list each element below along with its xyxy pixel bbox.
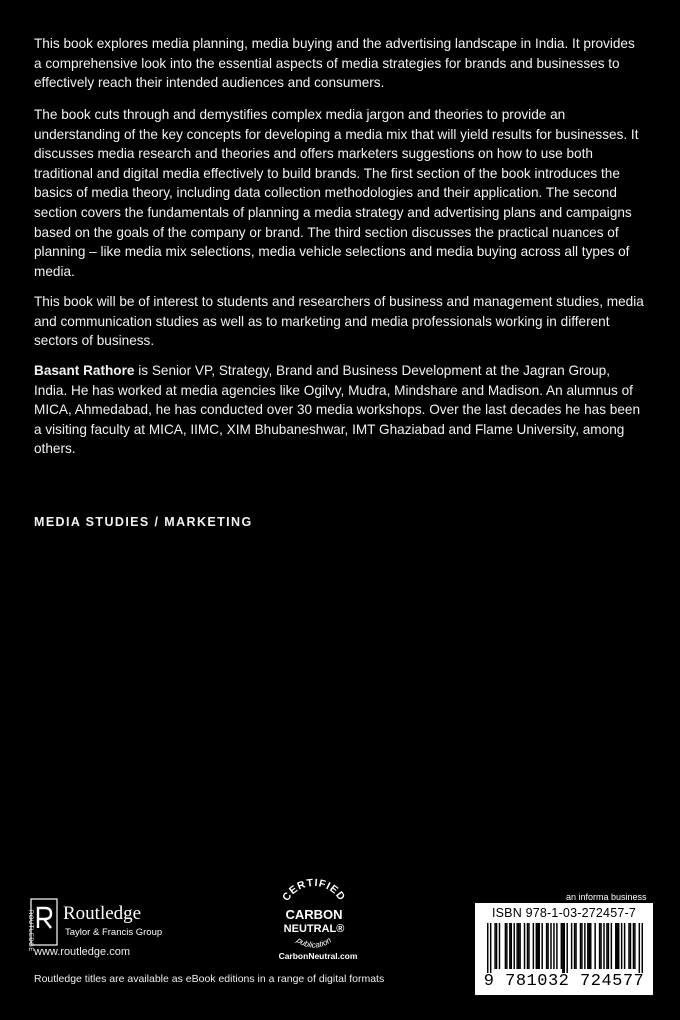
author-bio [34,361,646,459]
publisher-vertical-label: ROUTLEDGE [27,910,33,952]
isbn-number: ISBN 978-1-03-272457-7 [491,906,637,920]
description-paragraph-2: The book cuts through and demystifies complex media jargon and theories to provide an understanding of the key concepts for developing a media mix that will yield results for businesses. It discusses media research and theories and offers marketers suggestions on how to use both traditional and digital media effectively to build brands. The first section of the book introduces the basics of media theory, including data collection methodologies and their application. The second section covers the fundamentals of planning a media strategy and advertising plans and campaigns based on the goals of the company or brand. The third section discusses the practical nuances of planning – like media mix selections, media vehicle selections and media buying across all types of media. [34,107,639,279]
barcode-digits: 9 781032 724577 [483,972,645,991]
seal-publication-text: publication [295,935,333,950]
informa-label: an informa business [566,892,647,902]
barcode-icon [487,923,643,973]
ebook-note: Routledge titles are available as eBook editions in a range of digital formats [34,973,385,985]
author-name: Basant Rathore [34,363,135,378]
description-paragraph-3: This book will be of interest to students and researchers of business and management studies, media and communication studies as well as to marketing and media professionals working in different sectors of business. [34,294,644,349]
publisher-group: Taylor & Francis Group [65,927,163,938]
svg-text:CERTIFIED [280,877,348,904]
carbon-neutral-site: CarbonNeutral.com [278,951,358,961]
svg-text:publication [294,935,333,950]
description-paragraph-1: This book explores media planning, media buying and the advertising landscape in India. It provides a comprehensive look into the essential aspects of media strategies for brands and businesses to effectively reach their intended audiences and consumers. [34,36,635,91]
publisher-name: Routledge [63,903,142,924]
author-bio-text: is Senior VP, Strategy, Brand and Business Development at the Jagran Group, India. He has worked at media agencies like Ogilvy, Mudra, Mindshare and Madison. An alumnus of MICA, Ahmedabad, he has conducted over 30 media workshops. Over the last decades he has been a visiting faculty at MICA, IIMC, XIM Bhubaneshwar, IMT Ghaziabad and Flame University, among others. [34,363,641,457]
subject-category: MEDIA STUDIES / MARKETING [34,515,253,529]
publisher-url[interactable]: www.routledge.com [34,946,130,958]
seal-carbon-text: CARBON [285,907,343,922]
isbn-barcode [475,903,653,995]
routledge-r-icon [30,898,58,946]
seal-neutral-text: NEUTRAL® [283,923,345,935]
seal-certified-text: CERTIFIED [280,876,348,904]
